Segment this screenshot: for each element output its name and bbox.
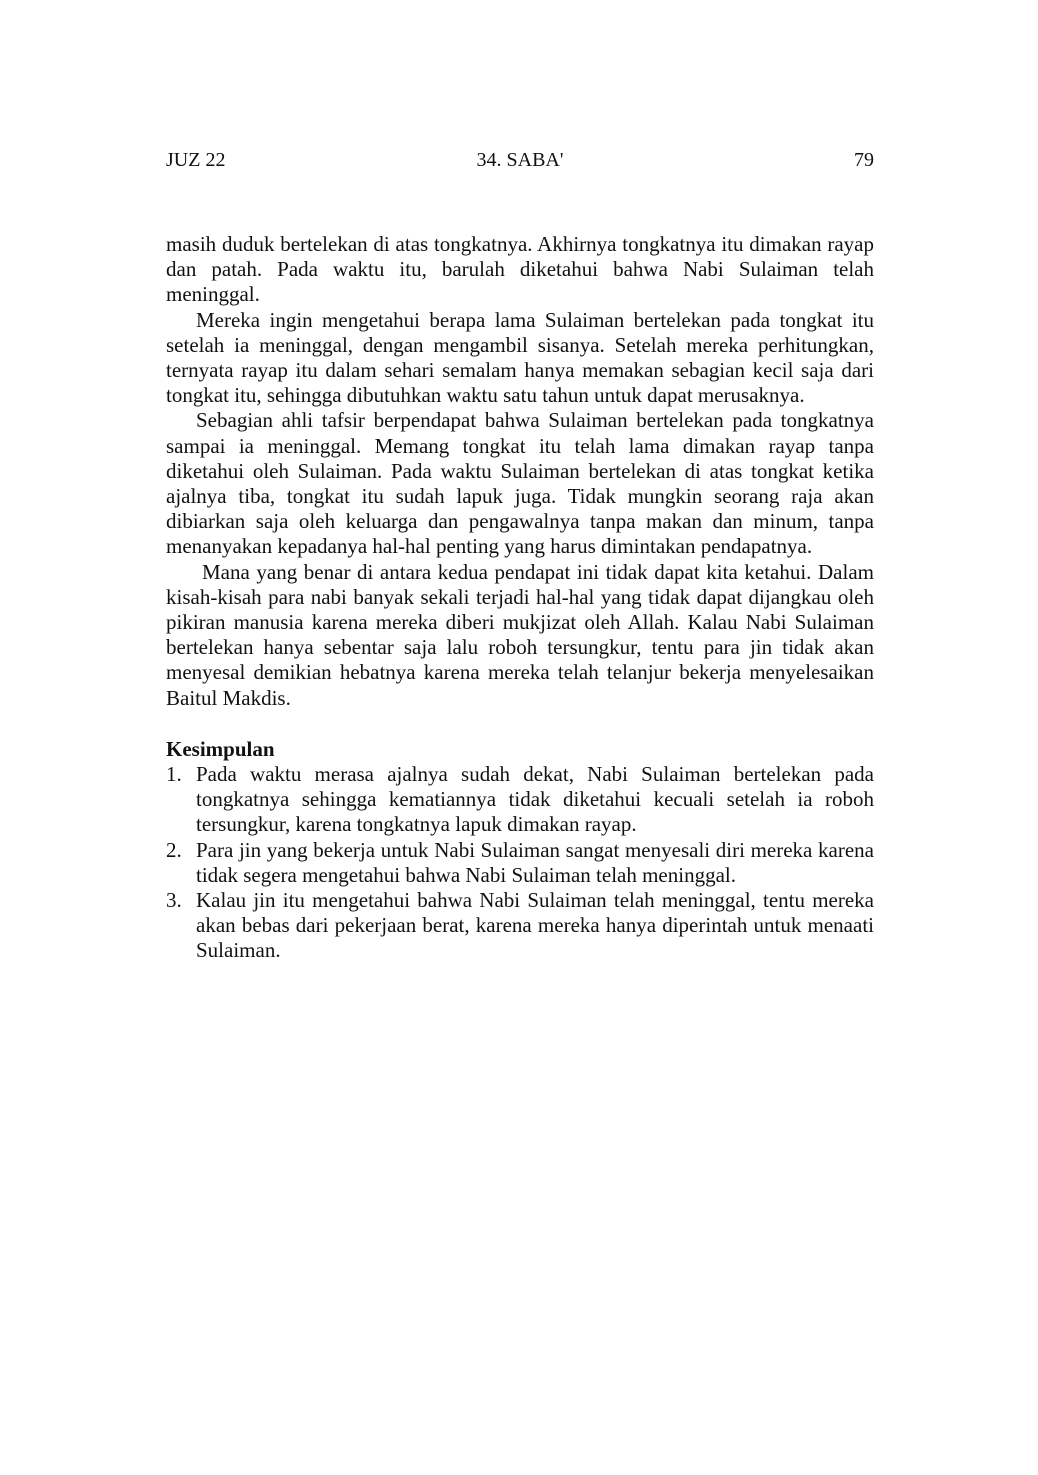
conclusion-item [166, 838, 874, 888]
item-number: 1. [166, 762, 182, 787]
conclusion-item [166, 888, 874, 964]
conclusion-item [166, 762, 874, 838]
item-text: Para jin yang bekerja untuk Nabi Sulaiman sangat menyesali diri mereka karena tidak segera mengetahui bahwa Nabi Sulaiman telah meninggal. [196, 837, 874, 887]
surah-title: 34. SABA' [476, 149, 564, 171]
paragraph: Sebagian ahli tafsir berpendapat bahwa Sulaiman bertelekan pada tongkatnya sampai ia meninggal. Memang tongkat itu telah lama dimakan rayap tanpa diketahui oleh Sulaiman. Pada waktu Sulaiman bertelekan di atas tongkat ketika ajalnya tiba, tongkat itu sudah lapuk juga. Tidak mungkin seorang raja akan dibiarkan saja oleh keluarga dan pengawalnya tanpa makan dan minum, tanpa menanyakan kepadanya hal-hal penting yang harus dimintakan pendapatnya. [166, 408, 874, 559]
conclusion-list [166, 762, 874, 964]
paragraph: Mana yang benar di antara kedua pendapat ini tidak dapat kita ketahui. Dalam kisah-kisah para nabi banyak sekali terjadi hal-hal yang tidak dapat dijangkau oleh pikiran manusia karena mereka diberi mukjizat oleh Allah. Kalau Nabi Sulaiman bertelekan hanya sebentar saja lalu roboh tersungkur, tentu para jin tidak akan menyesal demikian hebatnya karena mereka telah telanjur bekerja menyelesaikan Baitul Makdis. [166, 559, 874, 710]
paragraph: Mereka ingin mengetahui berapa lama Sulaiman bertelekan pada tongkat itu setelah ia meninggal, dengan mengambil sisanya. Setelah mereka perhitungkan, ternyata rayap itu dalam sehari semalam hanya memakan sebagian kecil saja dari tongkat itu, sehingga dibutuhkan waktu satu tahun untuk dapat merusaknya. [166, 307, 874, 408]
item-number: 3. [166, 888, 182, 913]
item-text: Pada waktu merasa ajalnya sudah dekat, Nabi Sulaiman bertelekan pada tongkatnya sehingga kematiannya tidak diketahui kecuali setelah ia roboh tersungkur, karena tongkatnya lapuk dimakan rayap. [196, 762, 874, 837]
juz-label: JUZ 22 [166, 149, 226, 171]
item-number: 2. [166, 837, 182, 862]
item-text: Kalau jin itu mengetahui bahwa Nabi Sulaiman telah meninggal, tentu mereka akan bebas dari pekerjaan berat, karena mereka hanya diperintah untuk menaati Sulaiman. [196, 888, 874, 963]
running-header [166, 146, 874, 174]
body-text [166, 232, 874, 964]
page-number: 79 [854, 149, 874, 171]
paragraph-continued: masih duduk bertelekan di atas tongkatnya. Akhirnya tongkatnya itu dimakan rayap dan patah. Pada waktu itu, barulah diketahui bahwa Nabi Sulaiman telah meninggal. [166, 232, 874, 307]
conclusion-heading: Kesimpulan [166, 736, 275, 761]
